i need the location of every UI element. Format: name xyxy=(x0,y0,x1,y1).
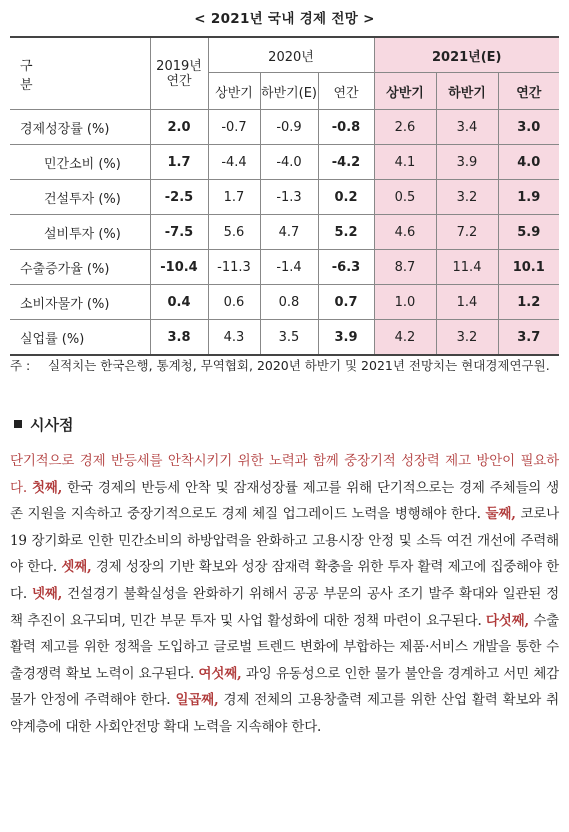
cell-2020-h2: -4.0 xyxy=(260,145,318,180)
cell-2021-h1: 1.0 xyxy=(374,285,436,320)
cell-2020-h2: -0.9 xyxy=(260,110,318,145)
section-heading xyxy=(14,414,73,435)
cell-2020-h2: -1.4 xyxy=(260,250,318,285)
header-2021-annual: 연간 xyxy=(498,73,559,110)
header-2019 xyxy=(150,37,208,110)
cell-2019: 1.7 xyxy=(150,145,208,180)
paragraph-text: 경제 성장의 기반 확보와 성장 잠재력 확충을 위한 투자 활력 제고에 집중해야 한다. xyxy=(10,559,559,602)
note-mark: 주 : xyxy=(10,358,31,373)
cell-2020-h1: 1.7 xyxy=(208,180,260,215)
cell-2019: 0.4 xyxy=(150,285,208,320)
paragraph-text: 한국 경제의 반등세 안착 및 잠재성장률 제고를 위해 단기적으로는 경제 주체들의 생존 지원을 지속하고 중장기적으로도 경제 체질 업그레이드 노력을 병행해야 한다. xyxy=(10,479,559,523)
row-label: 소비자물가 (%) xyxy=(10,285,150,320)
table-row xyxy=(10,250,559,285)
cell-2020-h1: -11.3 xyxy=(208,250,260,285)
cell-2020-h1: -4.4 xyxy=(208,145,260,180)
cell-2020-annual: -6.3 xyxy=(318,250,374,285)
cell-2020-h2: 0.8 xyxy=(260,285,318,320)
row-label: 건설투자 (%) xyxy=(10,180,150,215)
cell-2019: -10.4 xyxy=(150,250,208,285)
header-2021: 2021년(E) xyxy=(374,37,559,73)
ordinal-marker: 넷째, xyxy=(31,585,63,602)
cell-2021-annual: 10.1 xyxy=(498,250,559,285)
cell-2021-h2: 3.2 xyxy=(436,180,498,215)
cell-2019: -7.5 xyxy=(150,215,208,250)
cell-2021-annual: 3.0 xyxy=(498,110,559,145)
paragraph-text: 수출 활력 제고를 위한 정책을 도입하고 글로벌 트렌드 변화에 부합하는 제품·서비스 개발을 통한 수출경쟁력 확보 노력이 요구된다. xyxy=(10,612,560,682)
row-label: 설비투자 (%) xyxy=(10,215,150,250)
cell-2021-annual: 4.0 xyxy=(498,145,559,180)
row-label: 경제성장률 (%) xyxy=(10,110,150,145)
header-2020-annual: 연간 xyxy=(318,73,374,110)
header-category: 구 분 xyxy=(10,37,150,110)
paragraph-text: 경제 전체의 고용창출력 제고를 위한 산업 활력 확보와 취약계층에 대한 사회안전망 확대 노력을 지속해야 한다. xyxy=(10,692,559,735)
table-title: < 2021년 국내 경제 전망 > xyxy=(194,11,375,27)
row-label: 수출증가율 (%) xyxy=(10,250,150,285)
cell-2020-h2: -1.3 xyxy=(260,180,318,215)
header-2019-annual: 연간 xyxy=(166,73,192,89)
cell-2020-annual: -0.8 xyxy=(318,110,374,145)
cell-2020-annual: 0.7 xyxy=(318,285,374,320)
cell-2021-h1: 4.2 xyxy=(374,320,436,356)
cell-2021-h2: 7.2 xyxy=(436,215,498,250)
cell-2020-annual: 3.9 xyxy=(318,320,374,356)
row-label: 민간소비 (%) xyxy=(10,145,150,180)
cell-2020-h1: 4.3 xyxy=(208,320,260,356)
cell-2021-h2: 3.4 xyxy=(436,110,498,145)
square-bullet-icon xyxy=(14,420,22,428)
cell-2021-h1: 4.1 xyxy=(374,145,436,180)
header-2019-year: 2019년 xyxy=(156,58,202,74)
cell-2020-annual: -4.2 xyxy=(318,145,374,180)
paragraph-text: 건설경기 불확실성을 완화하기 위해서 공공 부문의 공사 조기 발주 확대와 일관된 정책 추진이 요구되며, 민간 부문 투자 및 사업 활성화에 대한 정책 마련이 요구된다. xyxy=(10,585,559,629)
cell-2020-annual: 0.2 xyxy=(318,180,374,215)
table-row xyxy=(10,215,559,250)
ordinal-marker: 셋째, xyxy=(61,559,92,576)
cell-2021-annual: 1.2 xyxy=(498,285,559,320)
table-row xyxy=(10,110,559,145)
row-label: 실업률 (%) xyxy=(10,320,150,356)
note-text: 실적치는 한국은행, 통계청, 무역협회, 2020년 하반기 및 2021년 전망치는 현대경제연구원. xyxy=(48,358,550,373)
cell-2021-h2: 3.2 xyxy=(436,320,498,356)
table-row xyxy=(10,180,559,215)
section-title: 시사점 xyxy=(30,416,74,434)
ordinal-marker: 첫째, xyxy=(31,479,63,496)
header-2020-h2: 하반기(E) xyxy=(260,73,318,110)
paragraph-text: 코로나19 장기화로 인한 민간소비의 하방압력을 완화하고 고용시장 안정 및 소득 여건 개선에 주력해야 한다. xyxy=(10,506,559,576)
cell-2021-h1: 4.6 xyxy=(374,215,436,250)
cell-2020-h1: 5.6 xyxy=(208,215,260,250)
cell-2019: 2.0 xyxy=(150,110,208,145)
cell-2021-annual: 1.9 xyxy=(498,180,559,215)
ordinal-marker: 둘째, xyxy=(485,506,516,523)
lead-sentence: 단기적으로 경제 반등세를 안착시키기 위한 노력과 함께 중장기적 성장력 제고 방안이 필요하다. xyxy=(10,453,559,496)
cell-2020-h1: -0.7 xyxy=(208,110,260,145)
header-2021-h2: 하반기 xyxy=(436,73,498,110)
cell-2021-h2: 1.4 xyxy=(436,285,498,320)
cell-2021-h2: 11.4 xyxy=(436,250,498,285)
ordinal-marker: 일곱째, xyxy=(175,692,219,709)
table-row xyxy=(10,145,559,180)
cell-2019: -2.5 xyxy=(150,180,208,215)
ordinal-marker: 여섯째, xyxy=(198,665,242,682)
table-row xyxy=(10,285,559,320)
header-2021-h1: 상반기 xyxy=(374,73,436,110)
table-note xyxy=(10,356,559,375)
cell-2021-h1: 8.7 xyxy=(374,250,436,285)
cell-2020-h2: 3.5 xyxy=(260,320,318,356)
cell-2021-h1: 0.5 xyxy=(374,180,436,215)
header-2020-h1: 상반기 xyxy=(208,73,260,110)
implications-paragraph xyxy=(10,448,559,741)
cell-2021-h2: 3.9 xyxy=(436,145,498,180)
ordinal-marker: 다섯째, xyxy=(485,612,529,629)
economic-outlook-table xyxy=(10,36,559,356)
cell-2020-annual: 5.2 xyxy=(318,215,374,250)
cell-2021-annual: 5.9 xyxy=(498,215,559,250)
cell-2019: 3.8 xyxy=(150,320,208,356)
cell-2020-h2: 4.7 xyxy=(260,215,318,250)
cell-2021-annual: 3.7 xyxy=(498,320,559,356)
header-2020: 2020년 xyxy=(208,37,374,73)
paragraph-text: 과잉 유동성으로 인한 물가 불안을 경계하고 서민 체감 물가 안정에 주력해야 한다. xyxy=(10,665,560,709)
table-row xyxy=(10,320,559,356)
cell-2021-h1: 2.6 xyxy=(374,110,436,145)
cell-2020-h1: 0.6 xyxy=(208,285,260,320)
